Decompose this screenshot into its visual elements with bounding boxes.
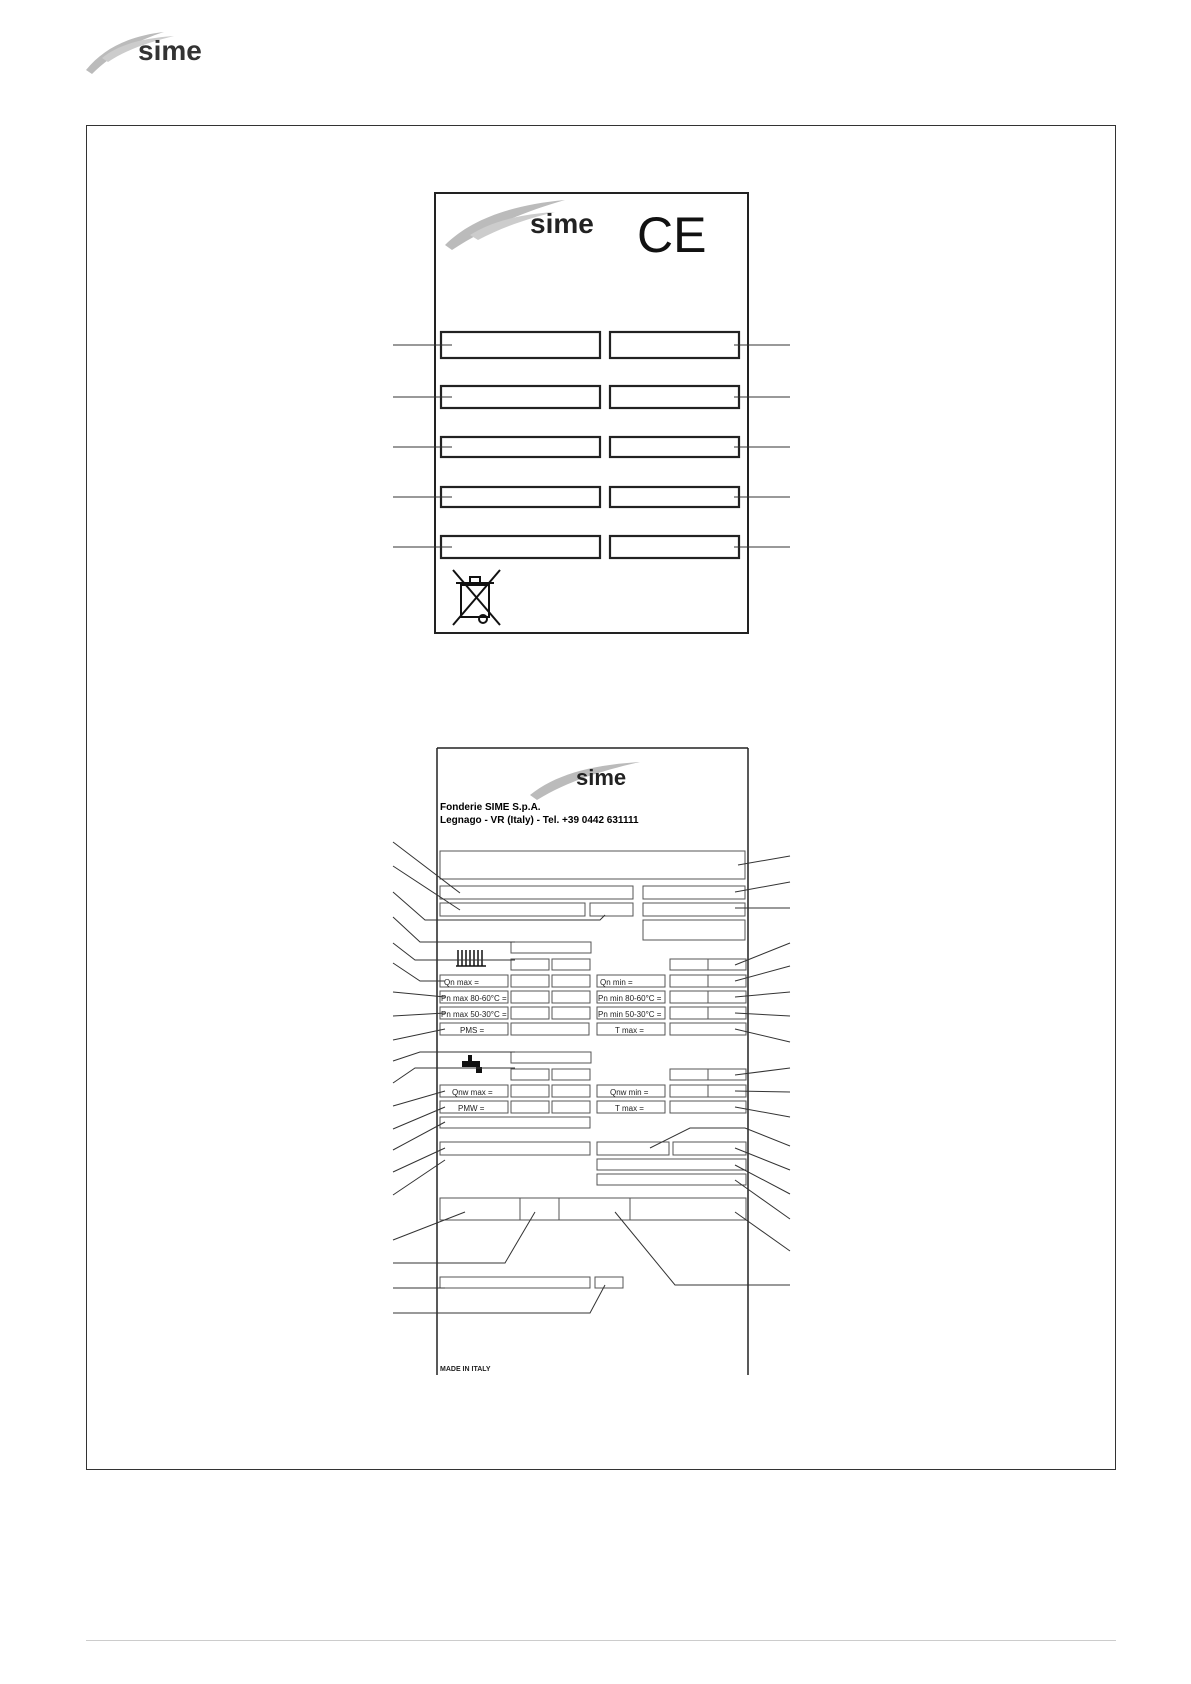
qn-max-label: Qn max =	[444, 978, 479, 987]
plate1-field	[441, 332, 600, 358]
plate1-fields	[441, 332, 739, 558]
company-address: Legnago - VR (Italy) - Tel. +39 0442 631111	[440, 815, 639, 826]
plate1-logo-text: sime	[530, 208, 594, 239]
tmax-heating-label: T max =	[615, 1026, 644, 1035]
plate2-leaders-left	[393, 842, 605, 1313]
plate2-logo-text: sime	[576, 765, 627, 790]
pn-max-8060-label: Pn max 80-60°C =	[441, 994, 507, 1003]
plate1-field	[610, 332, 739, 358]
qn-min-label: Qn min =	[600, 978, 633, 987]
weee-crossed-bin-icon	[453, 570, 500, 625]
plate1-field	[610, 386, 739, 408]
made-in-italy: MADE IN ITALY	[440, 1366, 491, 1373]
plate1-field	[610, 487, 739, 507]
pmw-label: PMW =	[458, 1104, 485, 1113]
pn-max-5030-label: Pn max 50-30°C =	[441, 1010, 507, 1019]
pn-min-8060-label: Pn min 80-60°C =	[598, 994, 662, 1003]
radiator-icon	[456, 950, 486, 966]
qnw-max-label: Qnw max =	[452, 1088, 493, 1097]
plate1-logo	[445, 200, 594, 250]
tmax-dhw-label: T max =	[615, 1104, 644, 1113]
plate1-field	[610, 437, 739, 457]
pms-label: PMS =	[460, 1026, 485, 1035]
logo-text: sime	[138, 35, 202, 66]
plate2-fields	[440, 851, 746, 1288]
plate1-field	[610, 536, 739, 558]
plate1-field	[441, 536, 600, 558]
plate1-leaders	[393, 345, 790, 547]
plate1-field	[441, 386, 600, 408]
plate2-logo	[530, 762, 640, 800]
plate1-field	[441, 437, 600, 457]
plate-2	[393, 748, 790, 1375]
pn-min-5030-label: Pn min 50-30°C =	[598, 1010, 662, 1019]
plate-1	[393, 193, 790, 633]
qnw-min-label: Qnw min =	[610, 1088, 649, 1097]
ce-mark: CE	[637, 207, 707, 263]
tap-icon	[462, 1055, 482, 1073]
company-name: Fonderie SIME S.p.A.	[440, 802, 541, 813]
footer-rule	[86, 1640, 1116, 1641]
plate1-field	[441, 487, 600, 507]
